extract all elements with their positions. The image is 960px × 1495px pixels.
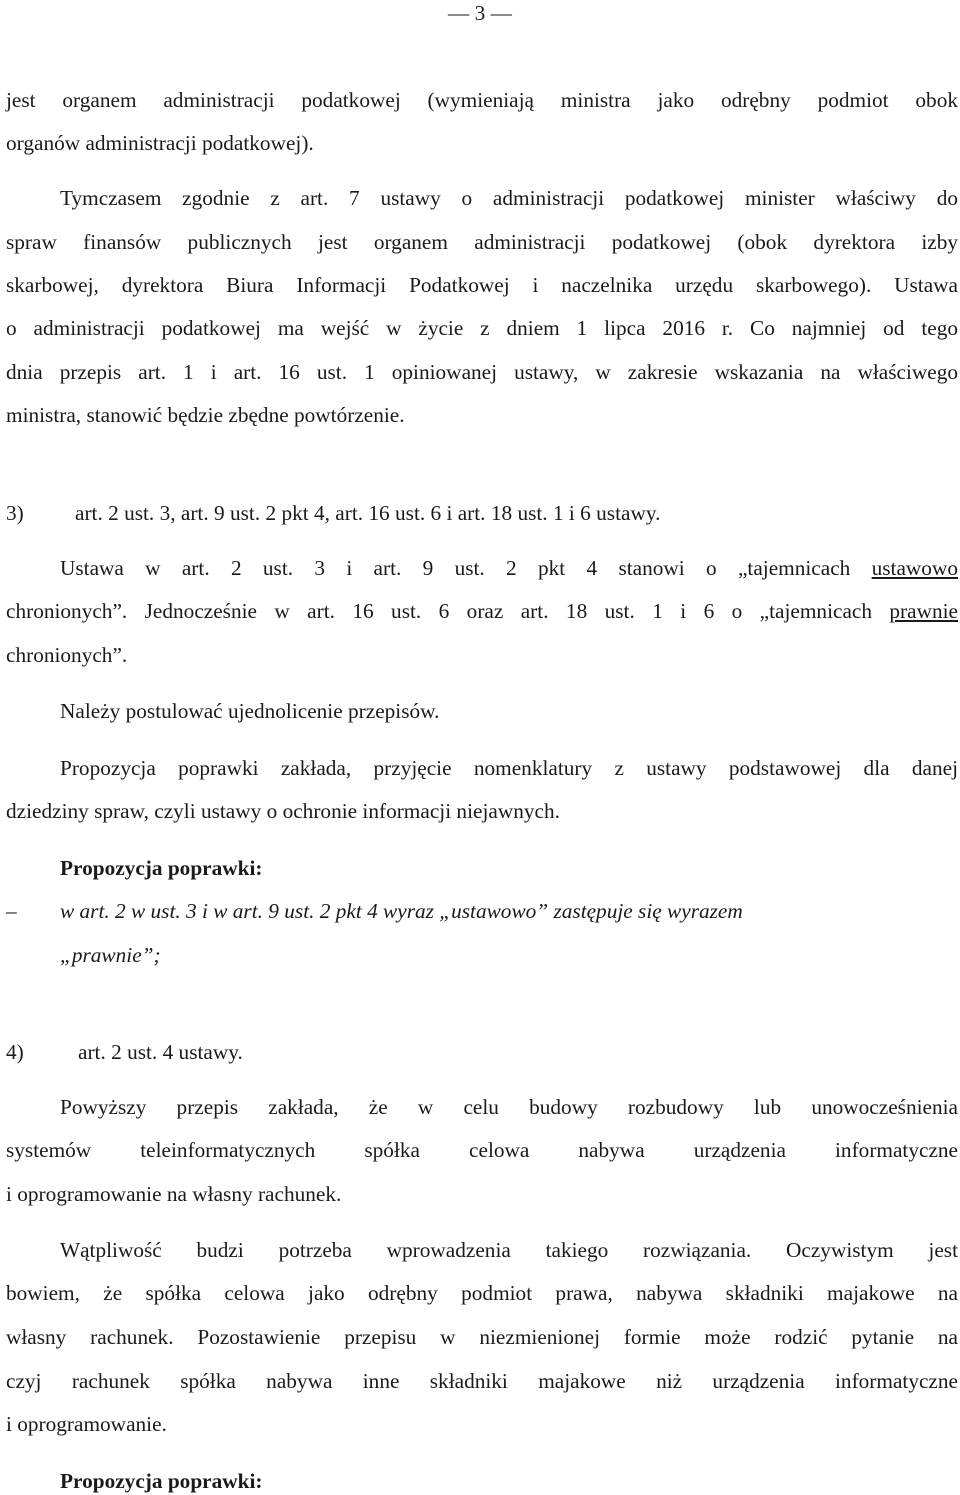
list-item-4	[6, 1038, 958, 1066]
list-item-text: art. 2 ust. 4 ustawy.	[78, 1040, 243, 1064]
amendment-line: „prawnie”;	[60, 943, 161, 967]
paragraph-line: skarbowej, dyrektora Biura Informacji Podatkowej i naczelnika urzędu skarbowego). Ustawa	[6, 273, 958, 297]
paragraph-line	[6, 597, 958, 625]
paragraph-line: Należy postulować ujednolicenie przepisów.	[60, 699, 440, 723]
paragraph-line: spraw finansów publicznych jest organem administracji podatkowej (obok dyrektora izby	[6, 230, 958, 254]
paragraph-line: Wątpliwość budzi potrzeba wprowadzenia takiego rozwiązania. Oczywistym jest	[60, 1238, 958, 1262]
underlined-term: ustawowo	[871, 556, 958, 580]
paragraph-line: dnia przepis art. 1 i art. 16 ust. 1 opiniowanej ustawy, w zakresie wskazania na właściwego	[6, 360, 958, 384]
list-item-number: 3)	[6, 501, 24, 525]
text-run: Ustawa w art. 2 ust. 3 i art. 9 ust. 2 pkt 4 stanowi o „tajemnicach	[60, 556, 851, 580]
paragraph-line: ministra, stanowić będzie zbędne powtórzenie.	[6, 403, 405, 427]
paragraph-line: i oprogramowanie na własny rachunek.	[6, 1182, 342, 1206]
paragraph-line: własny rachunek. Pozostawienie przepisu w niezmienionej formie może rodzić pytanie na	[6, 1325, 958, 1349]
text-run: chronionych”. Jednocześnie w art. 16 ust. 6 oraz art. 18 ust. 1 i 6 o „tajemnicach	[6, 599, 872, 623]
paragraph-line: bowiem, że spółka celowa jako odrębny podmiot prawa, nabywa składniki majakowe na	[6, 1281, 958, 1305]
paragraph-line: i oprogramowanie.	[6, 1412, 167, 1436]
amendment-text: w art. 2 w ust. 3 i w art. 9 ust. 2 pkt 4 wyraz „ustawowo” zastępuje się wyrazem	[60, 899, 743, 923]
paragraph-line: jest organem administracji podatkowej (wymieniają ministra jako odrębny podmiot obok	[6, 88, 958, 112]
paragraph-line: dziedziny spraw, czyli ustawy o ochronie informacji niejawnych.	[6, 799, 560, 823]
paragraph-line: o administracji podatkowej ma wejść w życie z dniem 1 lipca 2016 r. Co najmniej od tego	[6, 316, 958, 340]
paragraph-line: Powyższy przepis zakłada, że w celu budowy rozbudowy lub unowocześnienia	[60, 1095, 958, 1119]
amendment-line	[6, 897, 958, 925]
page-number: — 3 —	[448, 1, 512, 25]
dash-marker: –	[6, 899, 17, 923]
paragraph-line: Propozycja poprawki zakłada, przyjęcie nomenklatury z ustawy podstawowej dla danej	[60, 756, 958, 780]
paragraph-line	[60, 554, 958, 582]
paragraph-line: Tymczasem zgodnie z art. 7 ustawy o administracji podatkowej minister właściwy do	[60, 186, 958, 210]
list-item-text: art. 2 ust. 3, art. 9 ust. 2 pkt 4, art. 16 ust. 6 i art. 18 ust. 1 i 6 ustawy.	[75, 501, 661, 525]
paragraph-line: chronionych”.	[6, 643, 128, 667]
proposal-heading: Propozycja poprawki:	[60, 1469, 263, 1493]
list-item-3	[6, 499, 958, 527]
paragraph-line: systemów teleinformatycznych spółka celowa nabywa urządzenia informatyczne	[6, 1138, 958, 1162]
proposal-heading: Propozycja poprawki:	[60, 856, 263, 880]
underlined-term: prawnie	[889, 599, 958, 623]
paragraph-line: organów administracji podatkowej).	[6, 131, 314, 155]
list-item-number: 4)	[6, 1040, 24, 1064]
paragraph-line: czyj rachunek spółka nabywa inne składniki majakowe niż urządzenia informatyczne	[6, 1369, 958, 1393]
